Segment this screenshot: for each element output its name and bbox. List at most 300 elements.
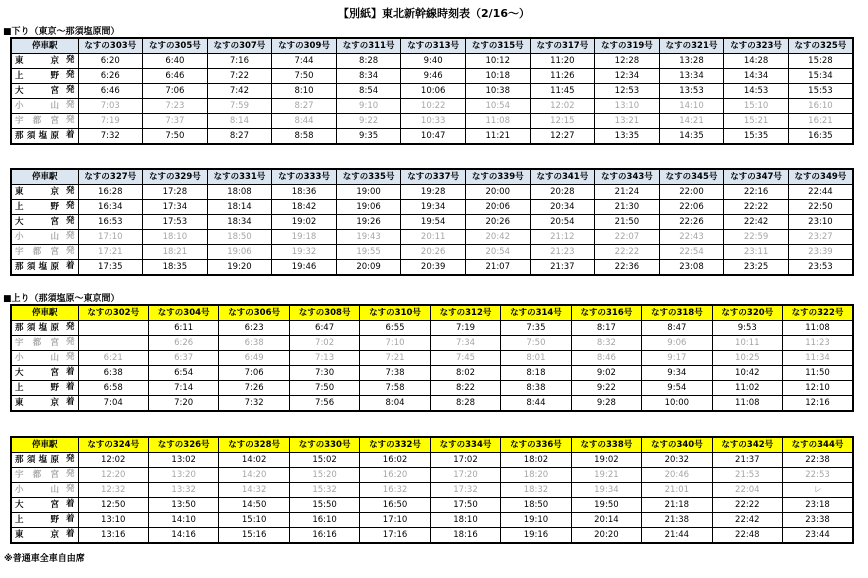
- station-name: 上野: [15, 514, 59, 525]
- time-cell: 8:02: [430, 366, 500, 381]
- time-cell: 12:20: [78, 468, 148, 483]
- time-cell: 6:46: [143, 69, 208, 84]
- time-cell: 16:02: [360, 453, 430, 468]
- time-cell: 16:20: [360, 468, 430, 483]
- down-section-label: ■下り（東京～那須塩原間）: [3, 27, 120, 37]
- time-cell: 7:06: [143, 84, 208, 99]
- arrival-departure-type: 発: [65, 352, 75, 362]
- time-cell: 19:46: [272, 260, 337, 276]
- time-cell: 14:02: [219, 453, 289, 468]
- time-cell: 6:46: [78, 84, 143, 99]
- time-cell: 17:10: [78, 230, 143, 245]
- time-cell: 7:04: [78, 396, 148, 412]
- station-name: 上野: [15, 382, 59, 393]
- time-cell: 8:22: [430, 381, 500, 396]
- arrival-departure-type: 着: [65, 130, 75, 140]
- time-cell: 8:58: [272, 129, 337, 145]
- time-cell: 17:21: [78, 245, 143, 260]
- time-cell: 10:25: [712, 351, 782, 366]
- table-row: [11, 245, 853, 260]
- time-cell: 12:02: [530, 99, 595, 114]
- time-cell: 19:06: [207, 245, 272, 260]
- time-cell: 12:28: [595, 54, 660, 69]
- time-cell: 7:50: [501, 336, 571, 351]
- time-cell: 22:50: [788, 200, 853, 215]
- time-cell: 12:02: [78, 453, 148, 468]
- time-cell: 8:01: [501, 351, 571, 366]
- table-row: [11, 381, 853, 396]
- time-cell: 22:22: [595, 245, 660, 260]
- station-name: 小山: [15, 100, 59, 111]
- time-cell: 11:34: [783, 351, 853, 366]
- time-cell: 11:08: [712, 396, 782, 412]
- time-cell: 7:45: [430, 351, 500, 366]
- time-cell: 22:44: [788, 185, 853, 200]
- time-cell: 18:10: [430, 513, 500, 528]
- time-cell: 20:34: [530, 200, 595, 215]
- train-name-header: なすの311号: [336, 38, 401, 54]
- time-cell: 7:14: [148, 381, 218, 396]
- time-cell: 23:53: [788, 260, 853, 276]
- time-cell: 9:22: [571, 381, 641, 396]
- time-cell: 21:50: [595, 215, 660, 230]
- time-cell: 18:50: [501, 498, 571, 513]
- station-name: 小山: [15, 352, 59, 363]
- time-cell: 15:10: [219, 513, 289, 528]
- time-cell: 7:20: [148, 396, 218, 412]
- arrival-departure-type: 着: [65, 397, 75, 407]
- station-name: 小山: [15, 231, 59, 242]
- time-cell: 8:46: [571, 351, 641, 366]
- time-cell: 9:17: [642, 351, 712, 366]
- arrival-departure-type: 発: [65, 85, 75, 95]
- train-name-header: なすの349号: [788, 169, 853, 185]
- time-cell: 13:20: [148, 468, 218, 483]
- time-cell: 14:21: [659, 114, 724, 129]
- time-cell: 7:38: [360, 366, 430, 381]
- time-cell: 9:46: [401, 69, 466, 84]
- time-cell: 17:34: [143, 200, 208, 215]
- table-row: [11, 513, 853, 528]
- time-cell: 10:00: [642, 396, 712, 412]
- time-cell: 23:38: [783, 513, 853, 528]
- station-cell: [11, 336, 78, 351]
- station-name: 那須塩原: [15, 261, 59, 272]
- time-cell: 17:10: [360, 513, 430, 528]
- train-name-header: なすの306号: [219, 305, 289, 321]
- time-cell: 8:17: [571, 321, 641, 336]
- time-cell: 22:42: [712, 513, 782, 528]
- time-cell: 7:32: [219, 396, 289, 412]
- time-cell: 15:53: [788, 84, 853, 99]
- time-cell: 7:37: [143, 114, 208, 129]
- time-cell: 20:14: [571, 513, 641, 528]
- time-cell: 6:38: [78, 366, 148, 381]
- arrival-departure-type: 発: [65, 484, 75, 494]
- time-cell: 18:10: [143, 230, 208, 245]
- time-cell: 7:32: [78, 129, 143, 145]
- table-row: [11, 321, 853, 336]
- table-row: [11, 528, 853, 544]
- time-cell: 17:50: [430, 498, 500, 513]
- time-cell: 21:30: [595, 200, 660, 215]
- time-cell: 8:28: [430, 396, 500, 412]
- time-cell: 21:18: [642, 498, 712, 513]
- table-row: [11, 129, 853, 145]
- time-cell: 20:39: [401, 260, 466, 276]
- time-cell: 18:20: [501, 468, 571, 483]
- time-cell: 11:20: [530, 54, 595, 69]
- arrival-departure-type: 着: [65, 382, 75, 392]
- train-name-header: なすの326号: [148, 437, 218, 453]
- station-cell: [11, 513, 78, 528]
- time-cell: 7:50: [143, 129, 208, 145]
- time-cell: 9:02: [571, 366, 641, 381]
- time-cell: 6:40: [143, 54, 208, 69]
- train-name-header: なすの318号: [642, 305, 712, 321]
- time-cell: 12:15: [530, 114, 595, 129]
- time-cell: 7:19: [430, 321, 500, 336]
- station-cell: [11, 54, 78, 69]
- time-cell: 7:35: [501, 321, 571, 336]
- time-cell: 21:44: [642, 528, 712, 544]
- time-cell: 20:46: [642, 468, 712, 483]
- arrival-departure-type: 発: [65, 469, 75, 479]
- time-cell: 22:16: [724, 185, 789, 200]
- time-cell: [78, 321, 148, 336]
- station-name: 大宮: [15, 85, 59, 96]
- time-cell: 17:28: [143, 185, 208, 200]
- time-cell: 15:21: [724, 114, 789, 129]
- time-cell: 19:18: [272, 230, 337, 245]
- station-cell: [11, 215, 78, 230]
- time-cell: 19:28: [401, 185, 466, 200]
- arrival-departure-type: 発: [65, 115, 75, 125]
- time-cell: 15:16: [219, 528, 289, 544]
- time-cell: 8:38: [501, 381, 571, 396]
- station-cell: [11, 321, 78, 336]
- time-cell: 19:34: [401, 200, 466, 215]
- time-cell: 22:22: [724, 200, 789, 215]
- time-cell: 20:06: [465, 200, 530, 215]
- time-cell: 13:35: [595, 129, 660, 145]
- time-cell: 6:26: [148, 336, 218, 351]
- train-name-header: なすの320号: [712, 305, 782, 321]
- time-cell: 19:20: [207, 260, 272, 276]
- time-cell: 14:20: [219, 468, 289, 483]
- time-cell: 23:08: [659, 260, 724, 276]
- table-row: [11, 498, 853, 513]
- time-cell: 19:00: [336, 185, 401, 200]
- time-cell: 21:53: [712, 468, 782, 483]
- time-cell: 7:58: [360, 381, 430, 396]
- time-cell: 7:30: [289, 366, 359, 381]
- train-name-header: なすの347号: [724, 169, 789, 185]
- time-cell: 6:37: [148, 351, 218, 366]
- time-cell: 17:53: [143, 215, 208, 230]
- train-name-header: なすの307号: [207, 38, 272, 54]
- time-cell: [78, 336, 148, 351]
- time-cell: 15:32: [289, 483, 359, 498]
- time-cell: 22:07: [595, 230, 660, 245]
- table-row: [11, 99, 853, 114]
- time-cell: 19:55: [336, 245, 401, 260]
- header-row: [11, 305, 853, 321]
- arrival-departure-type: 発: [65, 246, 75, 256]
- time-cell: 22:43: [659, 230, 724, 245]
- time-cell: 6:47: [289, 321, 359, 336]
- station-name: 宇都宮: [15, 337, 59, 348]
- time-cell: 10:33: [401, 114, 466, 129]
- station-cell: [11, 69, 78, 84]
- time-cell: 11:50: [783, 366, 853, 381]
- time-cell: 20:32: [642, 453, 712, 468]
- station-cell: [11, 468, 78, 483]
- time-cell: 8:34: [336, 69, 401, 84]
- time-cell: 10:38: [465, 84, 530, 99]
- time-cell: 11:45: [530, 84, 595, 99]
- time-cell: 8:04: [360, 396, 430, 412]
- time-cell: 9:34: [642, 366, 712, 381]
- train-name-header: なすの317号: [530, 38, 595, 54]
- time-cell: 22:38: [783, 453, 853, 468]
- time-cell: 12:16: [783, 396, 853, 412]
- station-name: 那須塩原: [15, 130, 59, 141]
- time-cell: 6:21: [78, 351, 148, 366]
- time-cell: 17:35: [78, 260, 143, 276]
- time-cell: 6:23: [219, 321, 289, 336]
- station-cell: [11, 381, 78, 396]
- table-row: [11, 366, 853, 381]
- time-cell: 13:50: [148, 498, 218, 513]
- time-cell: 13:28: [659, 54, 724, 69]
- train-name-header: なすの335号: [336, 169, 401, 185]
- time-cell: 16:35: [788, 129, 853, 145]
- station-cell: [11, 453, 78, 468]
- time-cell: 8:10: [272, 84, 337, 99]
- time-cell: 17:16: [360, 528, 430, 544]
- time-cell: 22:00: [659, 185, 724, 200]
- time-cell: 9:10: [336, 99, 401, 114]
- time-cell: 22:48: [712, 528, 782, 544]
- time-cell: 10:18: [465, 69, 530, 84]
- time-cell: 20:26: [401, 245, 466, 260]
- time-cell: 19:06: [336, 200, 401, 215]
- down-timetable-2: [10, 168, 854, 276]
- arrival-departure-type: 発: [65, 70, 75, 80]
- time-cell: 18:50: [207, 230, 272, 245]
- time-cell: 18:35: [143, 260, 208, 276]
- time-cell: 21:01: [642, 483, 712, 498]
- table-row: [11, 453, 853, 468]
- train-name-header: なすの338号: [571, 437, 641, 453]
- table-row: [11, 468, 853, 483]
- up-timetable-2: [10, 436, 854, 544]
- train-name-header: なすの334号: [430, 437, 500, 453]
- time-cell: 8:44: [501, 396, 571, 412]
- time-cell: 14:53: [724, 84, 789, 99]
- time-cell: 13:21: [595, 114, 660, 129]
- time-cell: 20:00: [465, 185, 530, 200]
- train-name-header: なすの305号: [143, 38, 208, 54]
- time-cell: 20:54: [465, 245, 530, 260]
- time-cell: 18:16: [430, 528, 500, 544]
- arrival-departure-type: 着: [65, 367, 75, 377]
- time-cell: 21:37: [530, 260, 595, 276]
- table-row: [11, 185, 853, 200]
- time-cell: 19:50: [571, 498, 641, 513]
- header-row: [11, 437, 853, 453]
- train-name-header: なすの328号: [219, 437, 289, 453]
- station-name: 大宮: [15, 216, 59, 227]
- time-cell: 15:50: [289, 498, 359, 513]
- time-cell: 13:02: [148, 453, 218, 468]
- time-cell: 22:53: [783, 468, 853, 483]
- station-name: 那須塩原: [15, 454, 59, 465]
- train-name-header: なすの333号: [272, 169, 337, 185]
- time-cell: 14:35: [659, 129, 724, 145]
- time-cell: 23:27: [788, 230, 853, 245]
- table-row: [11, 54, 853, 69]
- time-cell: 18:02: [501, 453, 571, 468]
- station-name: 宇都宮: [15, 115, 59, 126]
- time-cell: 8:14: [207, 114, 272, 129]
- stop-station-header: 停車駅: [11, 437, 78, 453]
- time-cell: 11:26: [530, 69, 595, 84]
- arrival-departure-type: 発: [65, 55, 75, 65]
- train-name-header: なすの332号: [360, 437, 430, 453]
- time-cell: 16:53: [78, 215, 143, 230]
- time-cell: 11:08: [465, 114, 530, 129]
- time-cell: 13:53: [659, 84, 724, 99]
- time-cell: 23:25: [724, 260, 789, 276]
- time-cell: 15:10: [724, 99, 789, 114]
- time-cell: 23:10: [788, 215, 853, 230]
- time-cell: 18:14: [207, 200, 272, 215]
- time-cell: 6:49: [219, 351, 289, 366]
- time-cell: 10:47: [401, 129, 466, 145]
- time-cell: 13:10: [595, 99, 660, 114]
- station-cell: [11, 396, 78, 412]
- time-cell: 10:42: [712, 366, 782, 381]
- time-cell: 9:53: [712, 321, 782, 336]
- time-cell: 20:09: [336, 260, 401, 276]
- table-row: [11, 351, 853, 366]
- up-section-label: ■上り（那須塩原～東京間）: [3, 294, 120, 304]
- table-row: [11, 336, 853, 351]
- time-cell: 13:16: [78, 528, 148, 544]
- time-cell: 12:32: [78, 483, 148, 498]
- train-name-header: なすの315号: [465, 38, 530, 54]
- header-row: [11, 169, 853, 185]
- time-cell: 18:34: [207, 215, 272, 230]
- train-name-header: なすの342号: [712, 437, 782, 453]
- time-cell: 14:50: [219, 498, 289, 513]
- time-cell: 19:21: [571, 468, 641, 483]
- time-cell: 7:34: [430, 336, 500, 351]
- arrival-departure-type: 着: [65, 499, 75, 509]
- time-cell: 8:27: [272, 99, 337, 114]
- time-cell: 11:23: [783, 336, 853, 351]
- station-cell: [11, 483, 78, 498]
- time-cell: レ: [783, 483, 853, 498]
- time-cell: 22:36: [595, 260, 660, 276]
- time-cell: 21:12: [530, 230, 595, 245]
- time-cell: 15:28: [788, 54, 853, 69]
- time-cell: 12:50: [78, 498, 148, 513]
- time-cell: 16:21: [788, 114, 853, 129]
- time-cell: 7:44: [272, 54, 337, 69]
- train-name-header: なすの325号: [788, 38, 853, 54]
- time-cell: 17:20: [430, 468, 500, 483]
- station-cell: [11, 114, 78, 129]
- time-cell: 18:32: [501, 483, 571, 498]
- arrival-departure-type: 発: [65, 454, 75, 464]
- table-row: [11, 260, 853, 276]
- time-cell: 16:34: [78, 200, 143, 215]
- arrival-departure-type: 発: [65, 337, 75, 347]
- train-name-header: なすの319号: [595, 38, 660, 54]
- train-name-header: なすの329号: [143, 169, 208, 185]
- train-name-header: なすの308号: [289, 305, 359, 321]
- time-cell: 23:39: [788, 245, 853, 260]
- station-name: 東京: [15, 186, 59, 197]
- time-cell: 9:06: [642, 336, 712, 351]
- arrival-departure-type: 発: [65, 322, 75, 332]
- time-cell: 8:54: [336, 84, 401, 99]
- arrival-departure-type: 発: [65, 216, 75, 226]
- station-cell: [11, 498, 78, 513]
- stop-station-header: 停車駅: [11, 305, 78, 321]
- station-cell: [11, 99, 78, 114]
- table-row: [11, 200, 853, 215]
- time-cell: 7:16: [207, 54, 272, 69]
- time-cell: 21:23: [530, 245, 595, 260]
- time-cell: 17:02: [430, 453, 500, 468]
- time-cell: 15:02: [289, 453, 359, 468]
- train-name-header: なすの336号: [501, 437, 571, 453]
- station-cell: [11, 230, 78, 245]
- station-name: 大宮: [15, 367, 59, 378]
- time-cell: 19:34: [571, 483, 641, 498]
- time-cell: 23:44: [783, 528, 853, 544]
- time-cell: 7:02: [289, 336, 359, 351]
- time-cell: 7:06: [219, 366, 289, 381]
- time-cell: 9:28: [571, 396, 641, 412]
- time-cell: 7:50: [289, 381, 359, 396]
- arrival-departure-type: 着: [65, 261, 75, 271]
- time-cell: 13:34: [659, 69, 724, 84]
- time-cell: 12:53: [595, 84, 660, 99]
- time-cell: 8:47: [642, 321, 712, 336]
- station-cell: [11, 366, 78, 381]
- time-cell: 22:06: [659, 200, 724, 215]
- station-name: 宇都宮: [15, 246, 59, 257]
- train-name-header: なすの343号: [595, 169, 660, 185]
- station-name: 小山: [15, 484, 59, 495]
- train-name-header: なすの340号: [642, 437, 712, 453]
- train-name-header: なすの341号: [530, 169, 595, 185]
- train-name-header: なすの302号: [78, 305, 148, 321]
- time-cell: 9:35: [336, 129, 401, 145]
- time-cell: 8:28: [336, 54, 401, 69]
- station-cell: [11, 528, 78, 544]
- station-cell: [11, 260, 78, 276]
- time-cell: 7:23: [143, 99, 208, 114]
- time-cell: 11:08: [783, 321, 853, 336]
- time-cell: 18:21: [143, 245, 208, 260]
- time-cell: 7:26: [219, 381, 289, 396]
